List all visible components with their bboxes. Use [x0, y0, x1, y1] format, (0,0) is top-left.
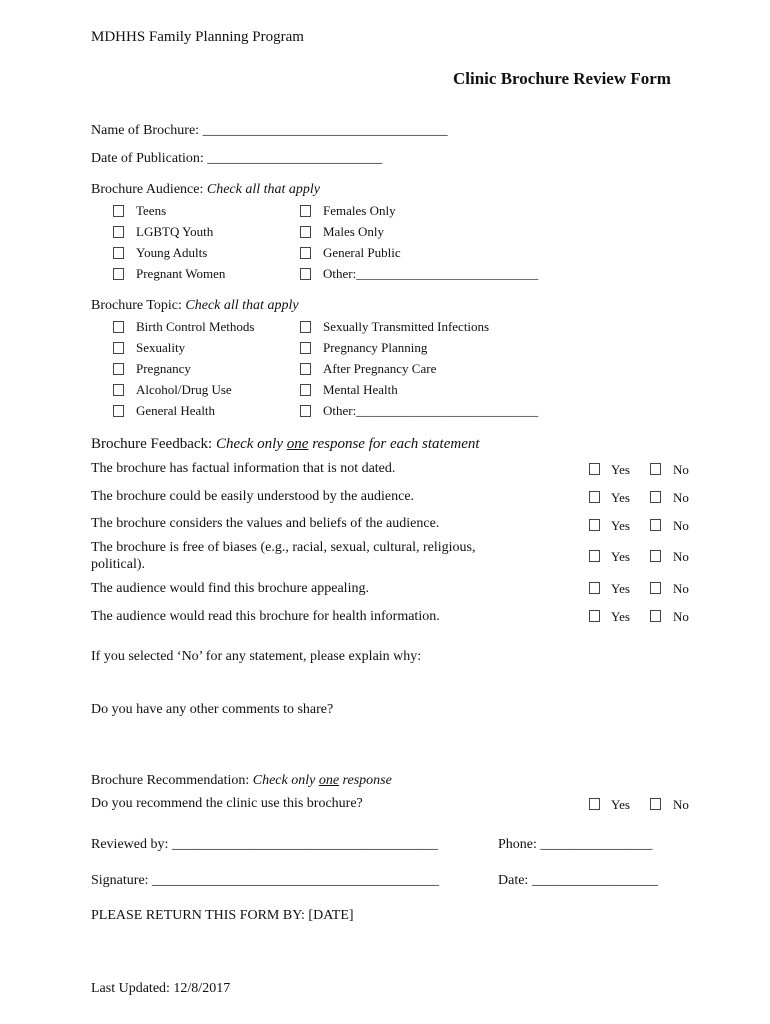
- topic-other-field[interactable]: Other:____________________________: [323, 403, 539, 418]
- program-name: MDHHS Family Planning Program: [91, 29, 304, 45]
- feedback-statement: The brochure is free of biases (e.g., racial, sexual, cultural, religious, political).: [91, 540, 476, 572]
- topic-option-label: Sexuality: [136, 340, 186, 355]
- no-label: No: [673, 549, 689, 564]
- checkbox-topic-pregnancy-planning[interactable]: [300, 342, 311, 354]
- checkbox-topic-sexuality[interactable]: [113, 342, 124, 354]
- yes-label: Yes: [611, 462, 630, 477]
- topic-option-label: Alcohol/Drug Use: [136, 382, 232, 397]
- topic-option-label: Pregnancy Planning: [323, 340, 428, 355]
- explain-response-area[interactable]: [91, 670, 691, 698]
- checkbox-topic-mental-health[interactable]: [300, 384, 311, 396]
- topic-option-label: After Pregnancy Care: [323, 361, 437, 376]
- feedback-statement: The brochure could be easily understood by the audience.: [91, 489, 415, 504]
- checkbox-no-statement-4[interactable]: [650, 550, 661, 562]
- checkbox-audience-lgbtq-youth[interactable]: [113, 226, 124, 238]
- phone-field[interactable]: Phone: ________________: [498, 837, 653, 852]
- checkbox-yes-statement-2[interactable]: [589, 491, 600, 503]
- feedback-heading: Brochure Feedback: Check only one response for each statement: [91, 436, 480, 452]
- audience-option-label: Males Only: [323, 224, 385, 239]
- no-label: No: [673, 490, 689, 505]
- checkbox-yes-recommend[interactable]: [589, 798, 600, 810]
- yes-label: Yes: [611, 518, 630, 533]
- checkbox-audience-other[interactable]: [300, 268, 311, 280]
- checkbox-no-statement-5[interactable]: [650, 582, 661, 594]
- checkbox-no-recommend[interactable]: [650, 798, 661, 810]
- audience-option-label: Females Only: [323, 203, 396, 218]
- no-label: No: [673, 609, 689, 624]
- checkbox-yes-statement-6[interactable]: [589, 610, 600, 622]
- return-by-notice: PLEASE RETURN THIS FORM BY: [DATE]: [91, 908, 354, 923]
- checkbox-no-statement-2[interactable]: [650, 491, 661, 503]
- comments-response-area[interactable]: [91, 724, 691, 770]
- last-updated: Last Updated: 12/8/2017: [91, 981, 231, 996]
- no-label: No: [673, 462, 689, 477]
- brochure-name-field[interactable]: Name of Brochure: ___________________________________: [91, 123, 448, 138]
- checkbox-audience-pregnant-women[interactable]: [113, 268, 124, 280]
- checkbox-topic-other[interactable]: [300, 405, 311, 417]
- recommendation-question: Do you recommend the clinic use this brochure?: [91, 796, 363, 811]
- form-title: Clinic Brochure Review Form: [453, 69, 671, 88]
- checkbox-yes-statement-3[interactable]: [589, 519, 600, 531]
- topic-heading: Brochure Topic: Check all that apply: [91, 298, 299, 313]
- checkbox-no-statement-6[interactable]: [650, 610, 661, 622]
- checkbox-audience-males-only[interactable]: [300, 226, 311, 238]
- checkbox-audience-females-only[interactable]: [300, 205, 311, 217]
- signature-field[interactable]: Signature: _________________________________________: [91, 873, 440, 888]
- audience-heading: Brochure Audience: Check all that apply: [91, 182, 321, 197]
- feedback-statement: The audience would read this brochure for health information.: [91, 609, 440, 624]
- date-field[interactable]: Date: __________________: [498, 873, 658, 888]
- no-label: No: [673, 797, 689, 812]
- checkbox-no-statement-1[interactable]: [650, 463, 661, 475]
- explain-prompt: If you selected ‘No’ for any statement, please explain why:: [91, 649, 422, 664]
- topic-option-label: Pregnancy: [136, 361, 191, 376]
- audience-option-label: Teens: [136, 203, 167, 218]
- audience-option-label: LGBTQ Youth: [136, 224, 214, 239]
- checkbox-audience-young-adults[interactable]: [113, 247, 124, 259]
- no-label: No: [673, 581, 689, 596]
- yes-label: Yes: [611, 797, 630, 812]
- comments-prompt: Do you have any other comments to share?: [91, 702, 334, 717]
- yes-label: Yes: [611, 609, 630, 624]
- no-label: No: [673, 518, 689, 533]
- audience-option-label: Pregnant Women: [136, 266, 226, 281]
- topic-option-label: Sexually Transmitted Infections: [323, 319, 490, 334]
- topic-option-label: General Health: [136, 403, 216, 418]
- recommendation-heading: Brochure Recommendation: Check only one response: [91, 773, 392, 788]
- checkbox-topic-after-pregnancy-care[interactable]: [300, 363, 311, 375]
- checkbox-yes-statement-5[interactable]: [589, 582, 600, 594]
- topic-option-label: Birth Control Methods: [136, 319, 255, 334]
- checkbox-topic-general-health[interactable]: [113, 405, 124, 417]
- checkbox-topic-birth-control[interactable]: [113, 321, 124, 333]
- feedback-statement: The brochure has factual information that is not dated.: [91, 461, 396, 476]
- audience-other-field[interactable]: Other:____________________________: [323, 266, 539, 281]
- checkbox-yes-statement-4[interactable]: [589, 550, 600, 562]
- reviewed-by-field[interactable]: Reviewed by: ______________________________________: [91, 837, 438, 852]
- audience-option-label: Young Adults: [136, 245, 208, 260]
- checkbox-topic-alcohol-drug[interactable]: [113, 384, 124, 396]
- checkbox-topic-sti[interactable]: [300, 321, 311, 333]
- checkbox-topic-pregnancy[interactable]: [113, 363, 124, 375]
- yes-label: Yes: [611, 490, 630, 505]
- checkbox-no-statement-3[interactable]: [650, 519, 661, 531]
- checkbox-audience-general-public[interactable]: [300, 247, 311, 259]
- yes-label: Yes: [611, 581, 630, 596]
- feedback-statement: The brochure considers the values and beliefs of the audience.: [91, 516, 440, 531]
- yes-label: Yes: [611, 549, 630, 564]
- topic-option-label: Mental Health: [323, 382, 398, 397]
- audience-option-label: General Public: [323, 245, 401, 260]
- feedback-statement: The audience would find this brochure appealing.: [91, 581, 369, 596]
- checkbox-yes-statement-1[interactable]: [589, 463, 600, 475]
- publication-date-field[interactable]: Date of Publication: _________________________: [91, 151, 383, 166]
- checkbox-audience-teens[interactable]: [113, 205, 124, 217]
